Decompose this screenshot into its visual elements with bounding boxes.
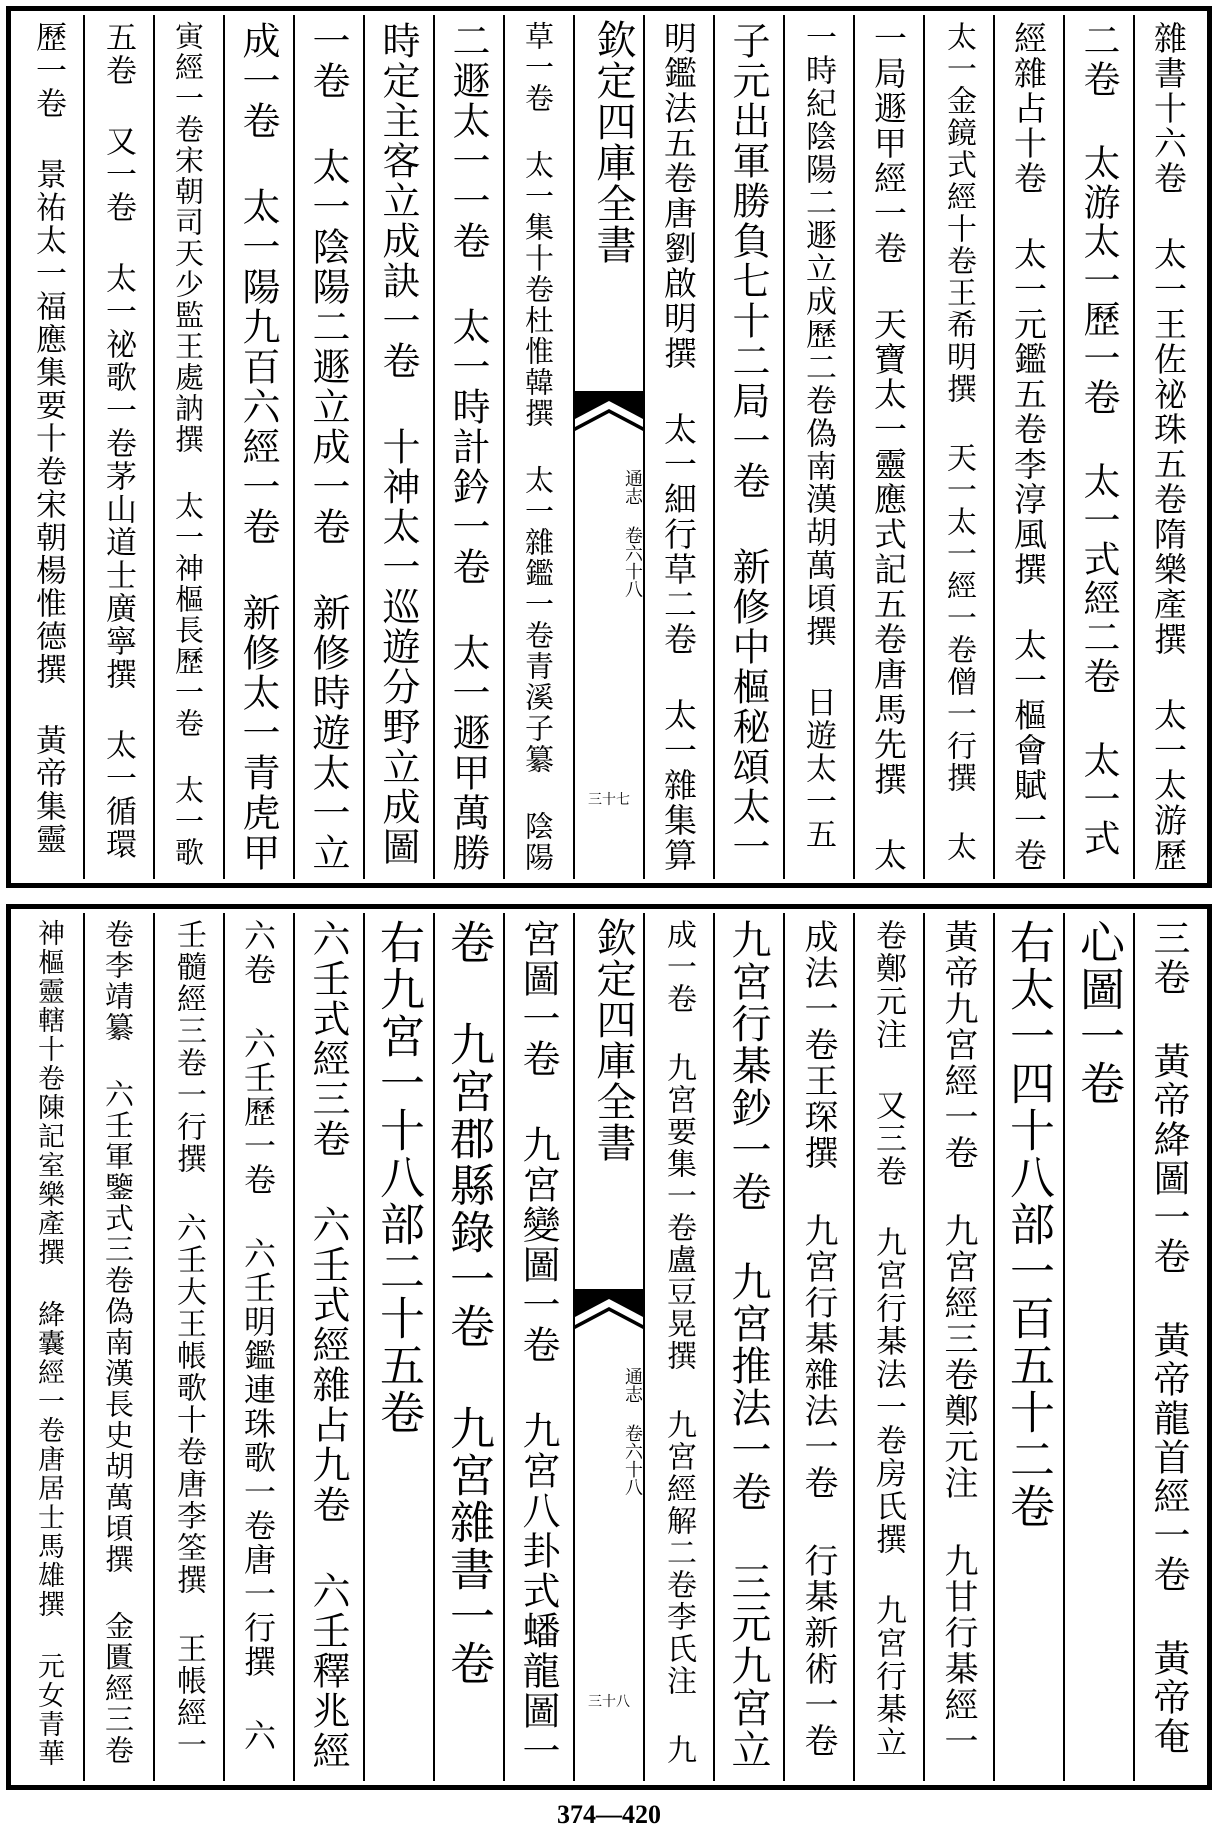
top-columns (15, 15, 1203, 879)
column-text: 太一金鏡式經十卷王希明撰 天一太一經一卷僧一行撰 太 (941, 21, 976, 863)
fish-tail-mark-icon (575, 391, 643, 461)
text-column (363, 913, 433, 1781)
text-column (853, 15, 923, 879)
column-text: 一局遯甲經一卷 天寶太一靈應式記五卷唐馬先撰 太 (869, 21, 908, 873)
center-fold-column (573, 913, 643, 1781)
column-text: 明鑑法五卷唐劉啟明撰 太一細行草二卷 太一雜集算 (659, 21, 698, 873)
book-title: 欽定四庫全書 (590, 917, 636, 1163)
text-column (15, 913, 83, 1781)
text-column (15, 15, 83, 879)
text-column (433, 15, 503, 879)
bottom-page-panel (6, 904, 1212, 1790)
text-column (433, 913, 503, 1781)
text-column (853, 913, 923, 1781)
column-text: 草一卷 太一集十卷杜惟韓撰 太一雜鑑一卷青溪子纂 陰陽 (521, 21, 555, 873)
text-column (223, 15, 293, 879)
page-number: 374—420 (557, 1800, 661, 1829)
column-text: 雜書十六卷 太一王佐祕珠五卷隋樂產撰 太一太游歷 (1149, 21, 1188, 873)
column-text: 寅經一卷宋朝司天少監王處訥撰 太一神樞長歷一卷 太一歌 (171, 21, 205, 868)
text-column (643, 913, 713, 1781)
text-column (713, 15, 783, 879)
text-column (293, 15, 363, 879)
column-text: 經雜占十卷 太一元鑑五卷李淳風撰 太一樞會賦一卷 (1009, 21, 1048, 873)
text-column (153, 913, 223, 1781)
leaf-number: 三十七 (588, 792, 630, 808)
column-text: 壬髓經三卷一行撰 六壬大王帳歌十卷唐李筌撰 王帳經一 (171, 919, 206, 1761)
text-column (923, 15, 993, 879)
fish-tail-mark-icon (575, 1289, 643, 1359)
text-column (83, 15, 153, 879)
column-text: 一時紀陰陽二遯立成歷二卷偽南漢胡萬頃撰 日遊太一五 (800, 21, 836, 851)
column-text: 右九宮一十八部二十五卷 (372, 919, 425, 1436)
column-text: 宮圖一卷 九宮變圖一卷 九宮八卦式蟠龍圖一 (516, 919, 560, 1771)
top-page-panel (6, 6, 1212, 888)
text-column (1063, 15, 1133, 879)
column-text: 卷李靖纂 六壬軍鑒式三卷偽南漢長史胡萬頃撰 金匱經三卷 (101, 919, 135, 1766)
column-text: 六壬式經三卷 六壬式經雜占九卷 六壬釋兆經 (306, 919, 350, 1771)
text-column (1133, 913, 1203, 1781)
column-text: 黃帝九宮經一卷 九宮經三卷鄭元注 九甘行棊經一 (938, 919, 978, 1759)
column-text: 歷一卷 景祐太一福應集要十卷宋朝楊惟德撰 黃帝集靈 (30, 21, 66, 856)
column-text: 卷 九宮郡縣錄一卷 九宮雜書一卷 (442, 919, 495, 1687)
text-column (223, 913, 293, 1781)
column-text: 時定主客立成訣一卷 十神太一巡遊分野立成圖 (376, 21, 420, 867)
text-column (503, 913, 573, 1781)
bottom-columns (15, 913, 1203, 1781)
text-column (923, 913, 993, 1781)
text-column (783, 913, 853, 1781)
column-text: 二遯太一一卷 太一時計鈐一卷 太一遯甲萬勝 (446, 21, 490, 873)
text-column (1063, 913, 1133, 1781)
column-text: 三卷 黃帝絳圖一卷 黃帝龍首經一卷 黃帝奄 (1147, 919, 1190, 1756)
column-text: 九宮行棊鈔一卷 九宮推法一卷 三元九宮立 (725, 919, 771, 1771)
column-text: 五卷 又一卷 太一祕歌一卷茅山道士廣寧撰 太一循環 (100, 21, 136, 861)
text-column (503, 15, 573, 879)
text-column (1133, 15, 1203, 879)
column-text: 成一卷 九宮要集一卷盧豆晃撰 九宮經解二卷李氏注 九 (661, 919, 696, 1766)
column-text: 成法一卷王琛撰 九宮行棊雜法一卷 行棊新術一卷 (798, 919, 838, 1759)
text-column (363, 15, 433, 879)
column-text: 卷鄭元注 又三卷 九宮行棊法一卷房氏撰 九宮行棊立 (870, 919, 906, 1759)
column-text: 二卷 太游太一歷一卷 太一式經二卷 太一式 (1077, 21, 1120, 858)
leaf-number: 三十八 (588, 1694, 630, 1710)
text-column (713, 913, 783, 1781)
column-text: 心圖一卷 (1072, 919, 1125, 1107)
text-column (293, 913, 363, 1781)
column-text: 一卷 太一陰陽二遯立成一卷 新修時遊太一立 (306, 21, 350, 873)
book-title: 欽定四庫全書 (590, 19, 636, 265)
column-text: 右太一四十八部一百五十二卷 (1002, 919, 1055, 1530)
text-column (993, 913, 1063, 1781)
margin-note: 通志 卷六十八 (622, 1367, 643, 1496)
text-column (993, 15, 1063, 879)
text-column (83, 913, 153, 1781)
column-text: 子元出軍勝負七十二局一卷 新修中樞秘頌太一 (726, 21, 770, 867)
text-column (153, 15, 223, 879)
column-text: 神樞靈轄十卷陳記室樂產撰 絳囊經一卷唐居士馬雄撰 元女青華 (33, 919, 64, 1768)
margin-note: 通志 卷六十八 (622, 469, 643, 598)
column-text: 六卷 六壬歷一卷 六壬明鑑連珠歌一卷唐一行撰 六 (239, 919, 277, 1753)
center-fold-column (573, 15, 643, 879)
text-column (643, 15, 713, 879)
text-column (783, 15, 853, 879)
column-text: 成一卷 太一陽九百六經一卷 新修太一青虎甲 (236, 21, 280, 873)
